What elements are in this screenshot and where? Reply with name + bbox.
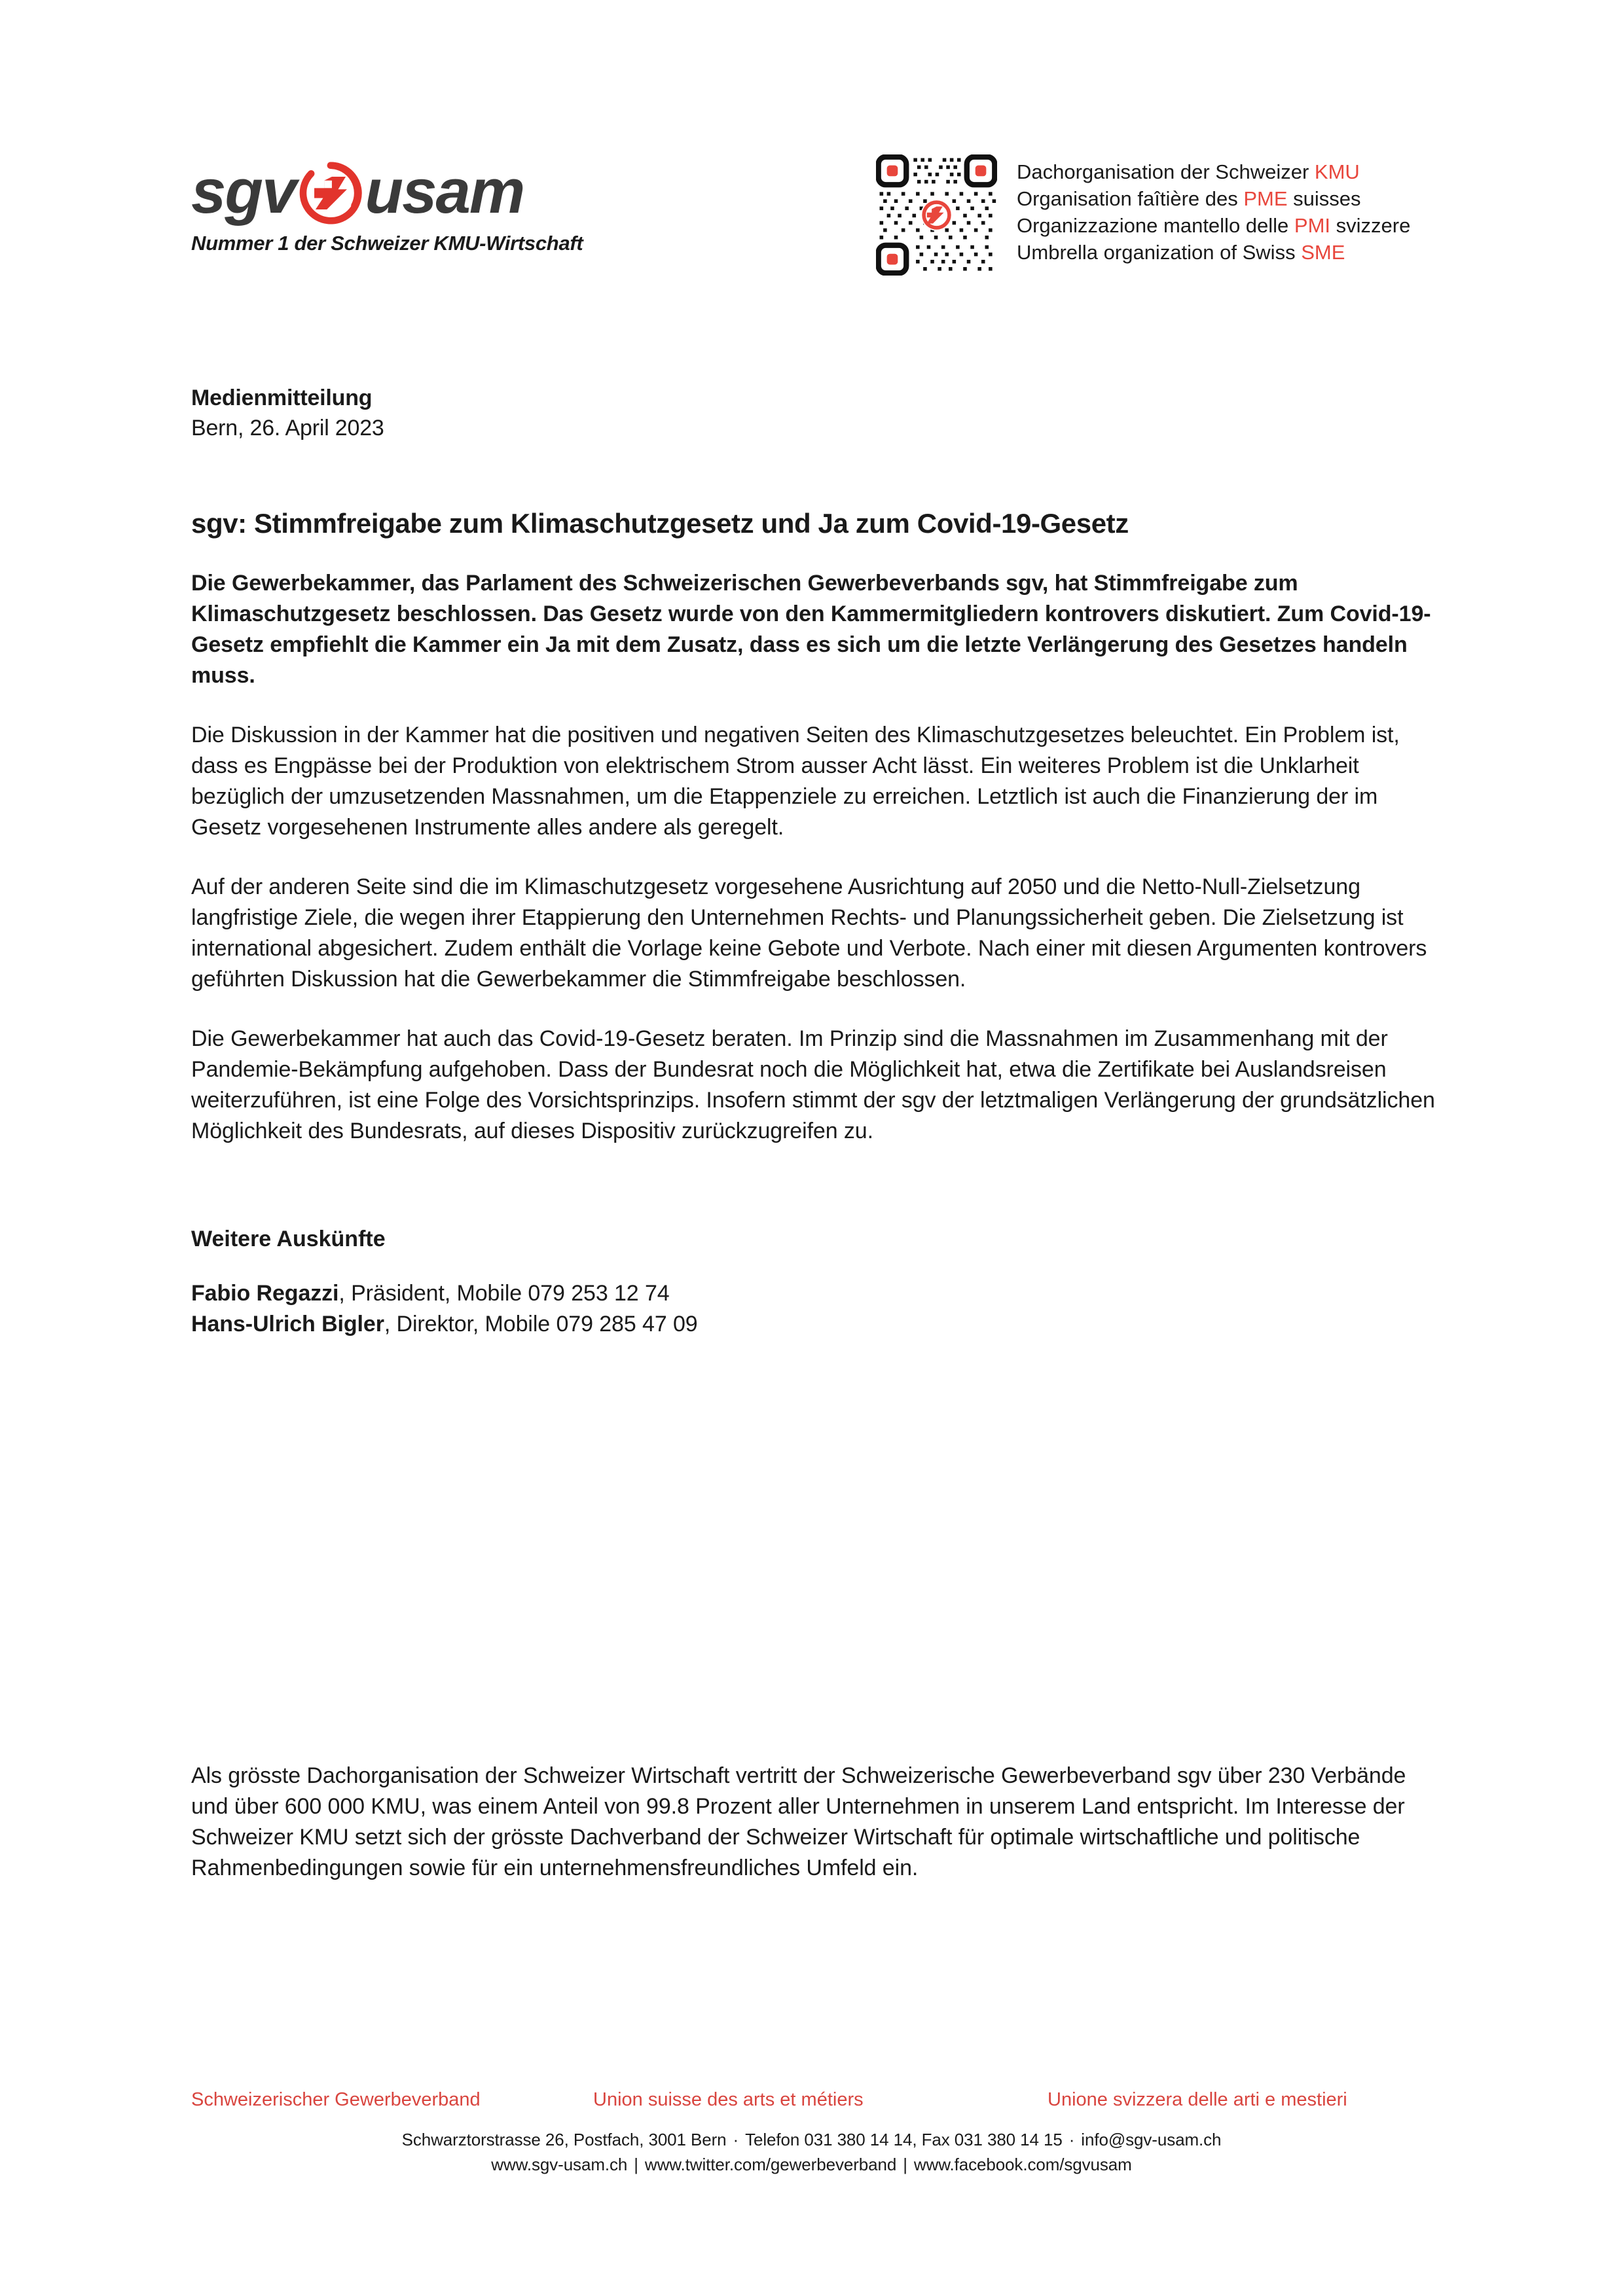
contact-row [191,1278,1435,1309]
logo-word-sgv: sgv [191,156,296,226]
document-body [191,383,1435,1340]
claim-line-fr [1017,185,1410,212]
organization-claims-block [876,154,1410,276]
page-title: sgv: Stimmfreigabe zum Klimaschutzgesetz und Ja zum Covid-19-Gesetz [191,508,1129,539]
footer-web-line [0,2152,1623,2177]
footer-address: Schwarztorstrasse 26, Postfach, 3001 Bern [401,2130,727,2149]
footer-org-it: Unione svizzera delle arti e mestieri [1048,2089,1347,2110]
claim-accent-it: PMI [1294,214,1331,237]
footer-separator-dot: · [733,2130,739,2149]
footer-facebook-link[interactable]: www.facebook.com/sgvusam [913,2155,1132,2174]
footer-phone: Telefon 031 380 14 14, Fax 031 380 14 15 [745,2130,1063,2149]
claim-line-en [1017,239,1410,266]
contact-details: , Direktor, Mobile 079 285 47 09 [384,1312,698,1336]
lead-paragraph: Die Gewerbekammer, das Parlament des Schweizerischen Gewerbeverbands sgv, hat Stimmfreigabe zum Klimaschutzgesetz beschlossen. Das Gesetz wurde von den Kammermitgliedern kontrovers diskutiert. Zum Covid-19-Gesetz empfiehlt die Kammer ein Ja mit dem Zusatz, dass es sich um die letzte Verlängerung des Gesetzes handeln muss. [191,571,1431,688]
sgv-swiss-cross-circle-icon [299,162,362,224]
contact-name: Hans-Ulrich Bigler [191,1312,384,1336]
contact-name: Fabio Regazzi [191,1281,339,1306]
body-paragraph-2: Auf der anderen Seite sind die im Klimaschutzgesetz vorgesehene Ausrichtung auf 2050 und die Netto-Null-Zielsetzung langfristige Ziele, die wegen ihrer Etappierung den Unternehmen Rechts- und Planungssicherheit geben. Die Zielsetzung ist international abgesichert. Zudem enthält die Vorlage keine Gebote und Verbote. Nach einer mit diesen Argumenten kontrovers geführten Diskussion hat die Gewerbekammer die Stimmfreigabe beschlossen. [191,874,1427,992]
claim-text-en: Umbrella organization of Swiss [1017,241,1302,264]
claim-tail-it: svizzere [1330,214,1411,237]
document-footer [0,2089,1623,2177]
footer-twitter-link[interactable]: www.twitter.com/gewerbeverband [644,2155,897,2174]
logo-tagline: Nummer 1 der Schweizer KMU-Wirtschaft [191,232,583,255]
claim-line-it [1017,212,1410,239]
document-header [0,149,1623,287]
contact-details: , Präsident, Mobile 079 253 12 74 [338,1281,670,1306]
organization-boilerplate: Als grösste Dachorganisation der Schweizer Wirtschaft vertritt der Schweizerische Gewerbeverband sgv über 230 Verbände und über 600 000 KMU, was einem Anteil von 99.8 Prozent aller Unternehmen in unserem Land entspricht. Im Interesse der Schweizer KMU setzt sich der grösste Dachverband der Schweizer Wirtschaft für optimale wirtschaftliche und politische Rahmenbedingungen sowie für ein unternehmensfreundliches Umfeld ein. [191,1763,1406,1880]
footer-contact-lines [0,2127,1623,2177]
claim-text-it: Organizzazione mantello delle [1017,214,1294,237]
footer-separator-pipe: | [903,2155,907,2174]
footer-organization-names [191,2089,1432,2118]
footer-email-link[interactable]: info@sgv-usam.ch [1081,2130,1222,2149]
sgv-usam-logo [191,156,584,255]
footer-org-de: Schweizerischer Gewerbeverband [191,2089,481,2110]
claims-lines [1017,154,1410,266]
claim-accent-fr: PME [1243,187,1288,210]
logo-wordmark [191,156,584,228]
claim-text-de: Dachorganisation der Schweizer [1017,160,1315,183]
claim-text-fr: Organisation faîtière des [1017,187,1244,210]
footer-org-fr: Union suisse des arts et métiers [593,2089,864,2110]
footer-separator-pipe: | [634,2155,638,2174]
footer-address-line [0,2127,1623,2152]
body-paragraph-3: Die Gewerbekammer hat auch das Covid-19-Gesetz beraten. Im Prinzip sind die Massnahmen im Zusammenhang mit der Pandemie-Bekämpfung aufgehoben. Dass der Bundesrat noch die Möglichkeit hat, etwa die Zertifikate bei Auslandsreisen weiterzuführen, ist eine Folge des Vorsichtsprinzips. Insofern stimmt der sgv der letztmaligen Verlängerung der grundsätzlichen Möglichkeit des Bundesrats, auf dieses Dispositiv zurückzugreifen zu. [191,1026,1435,1143]
claim-accent-en: SME [1301,241,1345,264]
claim-tail-fr: suisses [1287,187,1361,210]
footer-website-link[interactable]: www.sgv-usam.ch [491,2155,628,2174]
contact-row [191,1309,1435,1340]
body-paragraph-1: Die Diskussion in der Kammer hat die positiven und negativen Seiten des Klimaschutzgesetzes beleuchtet. Ein Problem ist, dass es Engpässe bei der Produktion von elektrischem Strom ausser Acht lässt. Ein weiteres Problem ist die Unklarheit bezüglich der umzusetzenden Massnahmen, um die Etappenziele zu erreichen. Letztlich ist auch die Finanzierung der im Gesetz vorgesehenen Instrumente alles andere als geregelt. [191,723,1400,840]
footer-separator-dot: · [1068,2130,1075,2149]
claim-accent-de: KMU [1314,160,1360,183]
claim-line-de [1017,158,1410,185]
document-type-label: Medienmitteilung [191,386,373,410]
contacts-list [191,1278,1435,1340]
logo-word-usam: usam [365,156,524,226]
place-and-date: Bern, 26. April 2023 [191,416,384,440]
qr-code-icon[interactable] [876,154,997,276]
contacts-heading: Weitere Auskünfte [191,1227,386,1251]
